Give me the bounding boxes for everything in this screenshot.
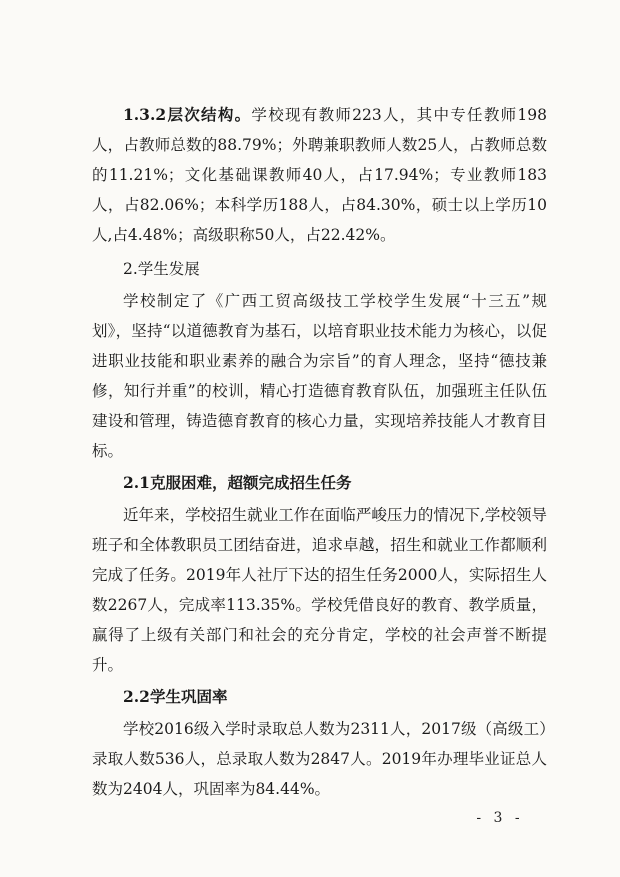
page-number: - 3 - bbox=[476, 810, 524, 826]
section-1-3-2-title: 1.3.2层次结构。 bbox=[123, 105, 252, 124]
section-2-1-body: 近年来，学校招生就业工作在面临严峻压力的情况下,学校领导班子和全体教职员工团结奋进，追求卓越，招生和就业工作都顺利完成了任务。2019年人社厅下达的招生任务2000人，实际招生人数2267人，完成率113.35%。学校凭借良好的教育、教学质量，赢得了上级有关部门和社会的充分肯定，学校的社会声誉不断提升。 bbox=[92, 506, 547, 674]
section-1-3-2-body: 学校现有教师223人，其中专任教师198人，占教师总数的88.79%；外聘兼职教师人数25人，占教师总数的11.21%；文化基础课教师40人，占17.94%；专业教师183人，占82.06%；本科学历188人，占84.30%，硕士以上学历10人,占4.48%；高级职称50人，占22.42%。 bbox=[92, 106, 548, 244]
section-1-3-2 bbox=[92, 100, 547, 250]
section-2-1-title: 2.1克服困难，超额完成招生任务 bbox=[123, 473, 352, 492]
section-2-title: 2.学生发展 bbox=[123, 260, 200, 278]
section-2-2-title: 2.2学生巩固率 bbox=[123, 687, 228, 706]
document-body bbox=[92, 100, 547, 804]
section-2-2-body: 学校2016级入学时录取总人数为2311人，2017级（高级工）录取人数536人，总录取人数为2847人。2019年办理毕业证总人数为2404人，巩固率为84.44%。 bbox=[92, 720, 547, 798]
section-2-body: 学校制定了《广西工贸高级技工学校学生发展“十三五”规划》，坚持“以道德教育为基石，以培育职业技术能力为核心，以促进职业技能和职业素养的融合为宗旨”的育人理念，坚持“德技兼修，知行并重”的校训，精心打造德育教育队伍，加强班主任队伍建设和管理，铸造德育教育的核心力量，实现培养技能人才教育目标。 bbox=[92, 292, 547, 460]
